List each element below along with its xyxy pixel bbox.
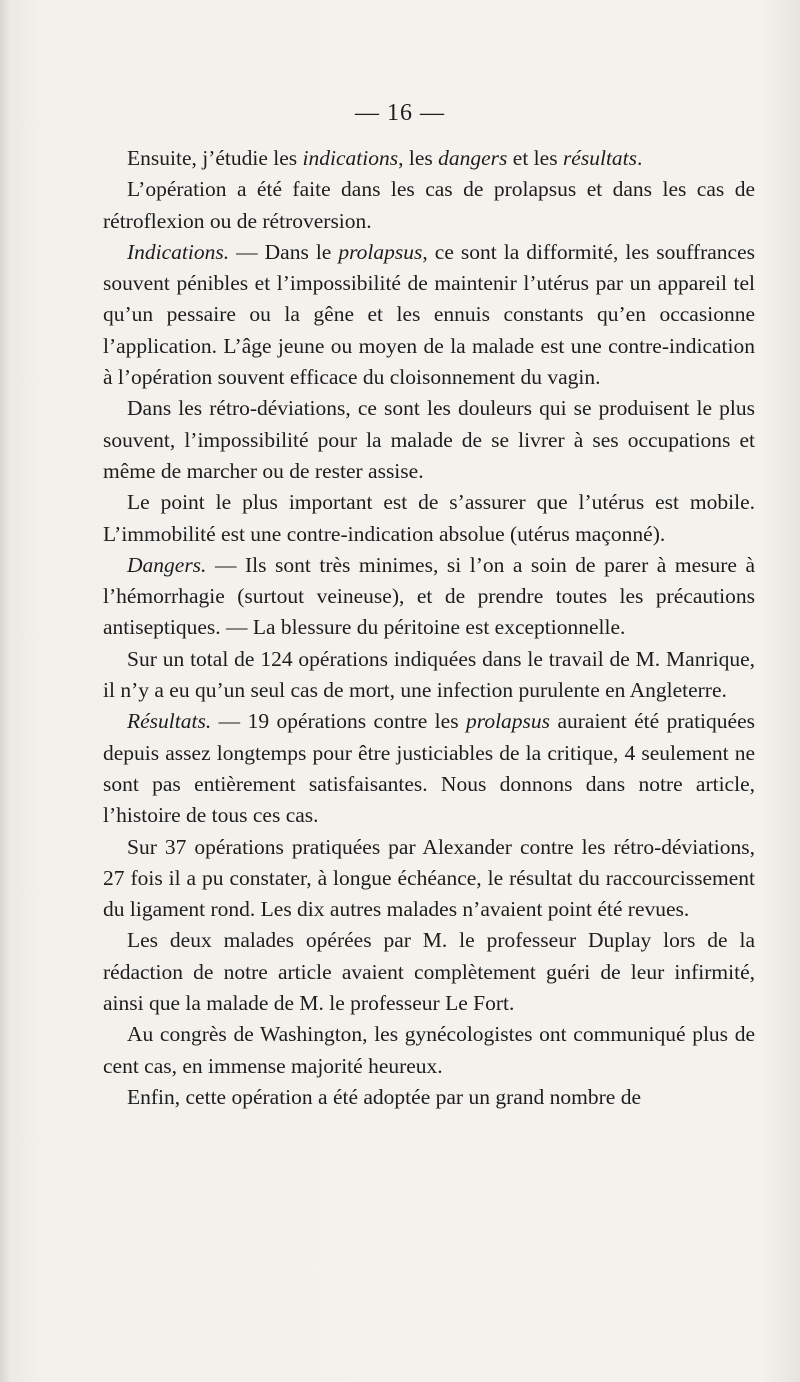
paragraph-5: Le point le plus important est de s’assurer que l’utérus est mobile. L’immobilité est une contre-indication absolue (utérus maçonné). [103,490,755,546]
page-number: — 16 — [355,100,445,126]
paragraph-11: Au congrès de Washington, les gynécologistes ont communiqué plus de cent cas, en immense majorité heureux. [103,1022,755,1078]
body-text [103,143,755,1113]
paragraph-3: Indications. — Dans le prolapsus, ce sont la difformité, les souffrances souvent pénibles et l’impossibilité de maintenir l’utérus par un appareil tel qu’un pessaire ou la gêne et les ennuis constants qu’en occasionne l’application. L’âge jeune ou moyen de la malade est une contre-indication à l’opération souvent efficace du cloisonnement du vagin. [103,239,755,390]
paragraph-1: Ensuite, j’étudie les indications, les dangers et les résultats. [127,146,643,170]
page-edge-shadow [0,0,10,1382]
paragraph-6: Dangers. — Ils sont très minimes, si l’on a soin de parer à mesure à l’hémorrhagie (surtout veineuse), et de prendre toutes les précautions antiseptiques. — La blessure du péritoine est exceptionnelle. [103,552,755,640]
paragraph-9: Sur 37 opérations pratiquées par Alexander contre les rétro-déviations, 27 fois il a pu constater, à longue échéance, le résultat du raccourcissement du ligament rond. Les dix autres malades n’avaient point été revues. [103,834,755,922]
paragraph-7: Sur un total de 124 opérations indiquées dans le travail de M. Manrique, il n’y a eu qu’un seul cas de mort, une infection purulente en Angleterre. [103,646,755,703]
paragraph-10: Les deux malades opérées par M. le professeur Duplay lors de la rédaction de notre article avaient complètement guéri de leur infirmité, ainsi que la malade de M. le professeur Le Fort. [103,928,755,1016]
paragraph-4: Dans les rétro-déviations, ce sont les douleurs qui se produisent le plus souvent, l’impossibilité pour la malade de se livrer à ses occupations et même de marcher ou de rester assise. [103,396,755,483]
paragraph-12: Enfin, cette opération a été adoptée par un grand nombre de [127,1084,641,1109]
paragraph-8: Résultats. — 19 opérations contre les prolapsus auraient été pratiquées depuis assez longtemps pour être justiciables de la critique, 4 seulement ne sont pas entièrement satisfaisantes. Nous donnons dans notre article, l’histoire de tous ces cas. [103,709,755,828]
paragraph-2: L’opération a été faite dans les cas de prolapsus et dans les cas de rétroflexion ou de rétroversion. [103,177,755,233]
